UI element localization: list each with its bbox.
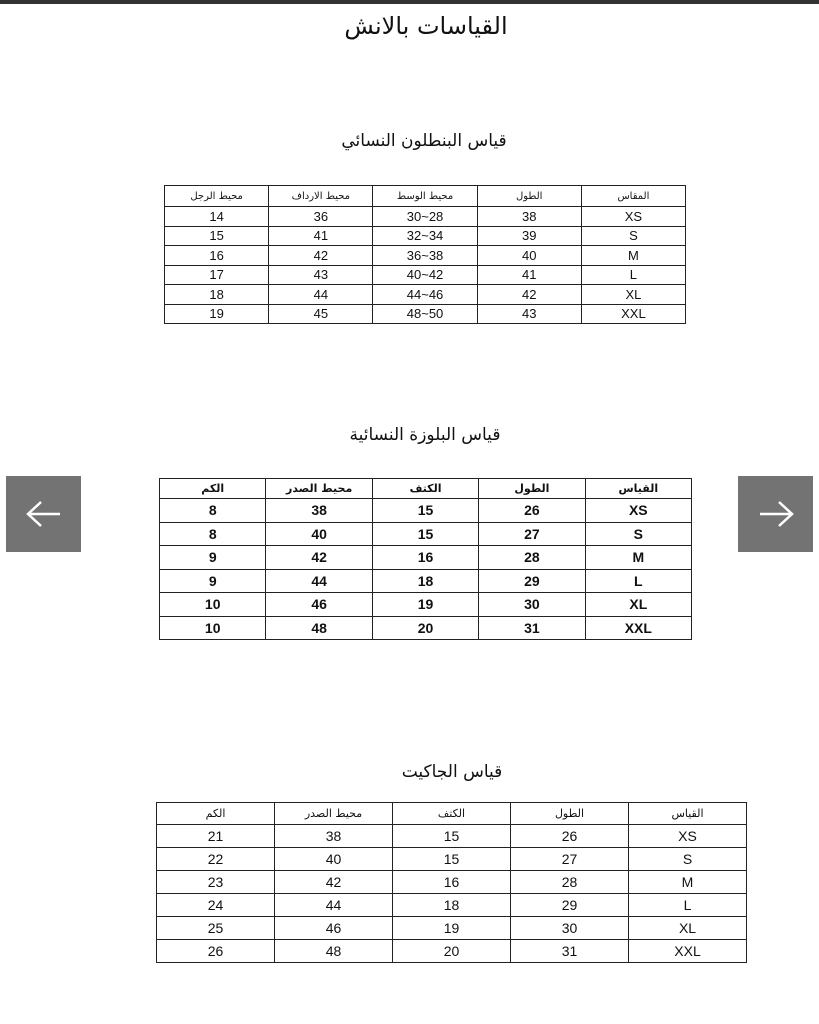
prev-button[interactable]	[6, 476, 81, 552]
table-cell: 15	[393, 848, 511, 871]
table-cell: 18	[165, 285, 269, 305]
table-cell: 43	[477, 304, 581, 324]
table-header-row	[160, 479, 692, 499]
table-cell: L	[585, 569, 691, 593]
table-row	[157, 894, 747, 917]
table-cell: S	[585, 522, 691, 546]
table-row	[160, 522, 692, 546]
column-header: الطول	[477, 186, 581, 207]
table-cell: 20	[372, 616, 478, 640]
table-cell: XL	[581, 285, 685, 305]
table-row	[157, 917, 747, 940]
table-cell: 44	[269, 285, 373, 305]
table-cell: 15	[372, 499, 478, 523]
table-cell: 30	[511, 917, 629, 940]
table-cell: S	[629, 848, 747, 871]
table-cell: 30	[479, 593, 585, 617]
table-cell: 31	[511, 940, 629, 963]
table-cell: 42	[269, 246, 373, 266]
table-cell: 42	[477, 285, 581, 305]
table-cell: L	[581, 265, 685, 285]
table-cell: 18	[372, 569, 478, 593]
jacket-section-title: قياس الجاكيت	[401, 762, 503, 782]
table-cell: 40	[477, 246, 581, 266]
table-cell: 34~32	[373, 226, 477, 246]
table-cell: 44	[266, 569, 372, 593]
column-header: القياس	[585, 479, 691, 499]
table-cell: 44	[275, 894, 393, 917]
table-cell: 48	[275, 940, 393, 963]
table-cell: 42	[275, 871, 393, 894]
table-cell: 46	[266, 593, 372, 617]
table-cell: 48	[266, 616, 372, 640]
table-cell: 26	[511, 825, 629, 848]
jacket-size-table	[156, 802, 747, 963]
table-cell: 36	[269, 207, 373, 227]
table-cell: M	[581, 246, 685, 266]
table-cell: XS	[629, 825, 747, 848]
column-header: محيط الوسط	[373, 186, 477, 207]
table-cell: XS	[585, 499, 691, 523]
top-bar	[0, 0, 819, 4]
next-button[interactable]	[738, 476, 813, 552]
table-cell: 15	[393, 825, 511, 848]
table-cell: 19	[372, 593, 478, 617]
column-header: المقاس	[581, 186, 685, 207]
column-header: الكتف	[393, 803, 511, 825]
table-cell: 27	[511, 848, 629, 871]
table-row	[160, 569, 692, 593]
table-cell: 23	[157, 871, 275, 894]
column-header: الطول	[511, 803, 629, 825]
table-header-row	[165, 186, 686, 207]
table-row	[157, 825, 747, 848]
table-cell: 22	[157, 848, 275, 871]
table-cell: 9	[160, 546, 266, 570]
table-cell: 28~30	[373, 207, 477, 227]
column-header: محيط الارداف	[269, 186, 373, 207]
column-header: محيط الرجل	[165, 186, 269, 207]
table-cell: 39	[477, 226, 581, 246]
table-cell: 31	[479, 616, 585, 640]
column-header: محيط الصدر	[275, 803, 393, 825]
table-cell: S	[581, 226, 685, 246]
table-row	[160, 616, 692, 640]
column-header: محيط الصدر	[266, 479, 372, 499]
page-title: القياسات بالانش	[344, 12, 508, 40]
pants-section-title: قياس البنطلون النسائي	[341, 131, 507, 151]
table-cell: XS	[581, 207, 685, 227]
table-cell: 38~36	[373, 246, 477, 266]
table-row	[160, 546, 692, 570]
table-row	[160, 499, 692, 523]
arrow-left-icon	[24, 499, 64, 529]
table-row	[157, 848, 747, 871]
table-cell: XXL	[585, 616, 691, 640]
table-cell: 26	[157, 940, 275, 963]
table-cell: 10	[160, 616, 266, 640]
arrow-right-icon	[756, 499, 796, 529]
table-cell: XL	[585, 593, 691, 617]
table-cell: 41	[269, 226, 373, 246]
table-cell: 46	[275, 917, 393, 940]
table-cell: 14	[165, 207, 269, 227]
table-cell: 20	[393, 940, 511, 963]
table-cell: 40	[275, 848, 393, 871]
table-cell: L	[629, 894, 747, 917]
table-cell: 38	[477, 207, 581, 227]
table-cell: 16	[372, 546, 478, 570]
table-row	[160, 593, 692, 617]
table-cell: 46~44	[373, 285, 477, 305]
table-cell: 25	[157, 917, 275, 940]
table-cell: XXL	[581, 304, 685, 324]
table-cell: 15	[372, 522, 478, 546]
table-cell: 42	[266, 546, 372, 570]
pants-size-table	[164, 185, 686, 324]
blouse-size-table	[159, 478, 692, 640]
table-row	[157, 871, 747, 894]
table-cell: 38	[275, 825, 393, 848]
table-cell: 29	[511, 894, 629, 917]
column-header: الكتف	[372, 479, 478, 499]
table-cell: 18	[393, 894, 511, 917]
table-cell: 8	[160, 522, 266, 546]
table-cell: 29	[479, 569, 585, 593]
table-row	[165, 265, 686, 285]
table-row	[165, 304, 686, 324]
table-cell: 16	[165, 246, 269, 266]
table-cell: 42~40	[373, 265, 477, 285]
table-row	[165, 285, 686, 305]
table-cell: 10	[160, 593, 266, 617]
column-header: الطول	[479, 479, 585, 499]
table-header-row	[157, 803, 747, 825]
table-cell: M	[585, 546, 691, 570]
table-cell: 43	[269, 265, 373, 285]
table-cell: 16	[393, 871, 511, 894]
blouse-section-title: قياس البلوزة النسائية	[349, 425, 501, 445]
table-cell: XL	[629, 917, 747, 940]
table-cell: XXL	[629, 940, 747, 963]
column-header: الكم	[160, 479, 266, 499]
table-cell: M	[629, 871, 747, 894]
table-cell: 19	[165, 304, 269, 324]
table-cell: 41	[477, 265, 581, 285]
table-cell: 24	[157, 894, 275, 917]
table-cell: 28	[511, 871, 629, 894]
table-cell: 17	[165, 265, 269, 285]
table-row	[165, 207, 686, 227]
table-cell: 27	[479, 522, 585, 546]
table-cell: 21	[157, 825, 275, 848]
table-cell: 50~48	[373, 304, 477, 324]
table-cell: 38	[266, 499, 372, 523]
column-header: الكم	[157, 803, 275, 825]
table-cell: 8	[160, 499, 266, 523]
table-cell: 40	[266, 522, 372, 546]
table-cell: 28	[479, 546, 585, 570]
table-row	[165, 226, 686, 246]
table-row	[157, 940, 747, 963]
table-cell: 26	[479, 499, 585, 523]
column-header: القياس	[629, 803, 747, 825]
table-row	[165, 246, 686, 266]
table-cell: 19	[393, 917, 511, 940]
table-cell: 45	[269, 304, 373, 324]
table-cell: 15	[165, 226, 269, 246]
table-cell: 9	[160, 569, 266, 593]
